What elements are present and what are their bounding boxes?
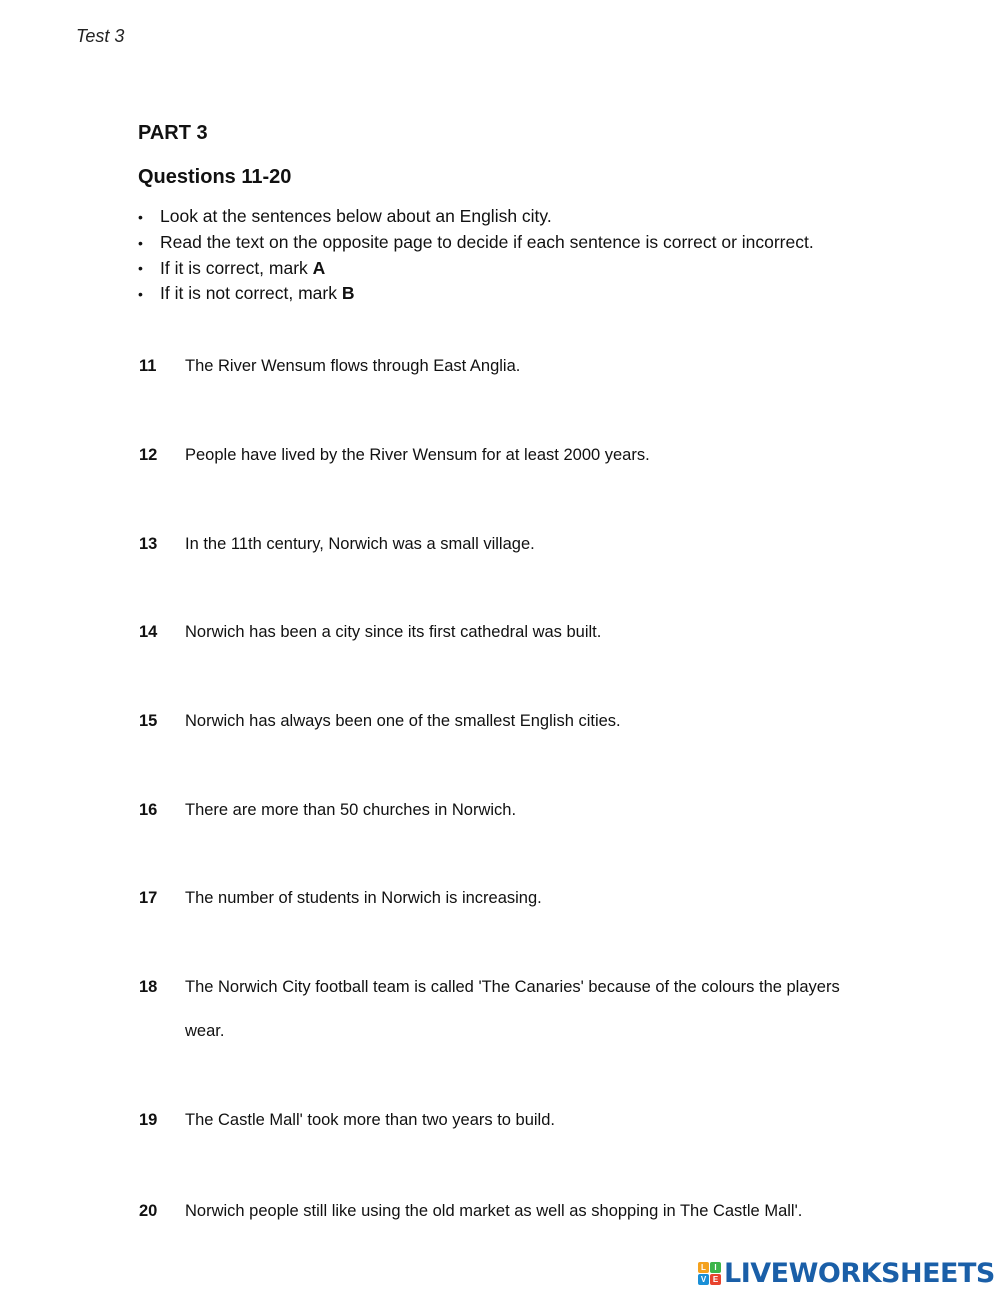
question-number: 15 [139, 712, 158, 730]
questions-title: Questions 11-20 [138, 166, 292, 188]
instruction-text: Read the text on the opposite page to decide if each sentence is correct or incorrect. [160, 232, 814, 253]
instructions-list [138, 204, 814, 307]
question-text: Norwich people still like using the old market as well as shopping in The Castle Mall'. [185, 1202, 803, 1220]
answer-letter-b: B [341, 283, 355, 304]
question-number: 19 [139, 1111, 158, 1129]
question-text: The Norwich City football team is called 'The Canaries' because of the colours the players [185, 978, 840, 996]
question-text: People have lived by the River Wensum for at least 2000 years. [185, 446, 650, 464]
question-item [139, 446, 650, 465]
answer-letter-a: A [312, 257, 326, 278]
part-title: PART 3 [138, 122, 208, 144]
liveworksheets-logo-icon [698, 1262, 721, 1285]
question-item [139, 712, 621, 731]
question-item [139, 978, 840, 1040]
logo-tile: L [698, 1262, 709, 1273]
logo-tile: I [710, 1262, 721, 1273]
bullet-icon: • [138, 234, 143, 251]
question-text: Norwich has always been one of the smallest English cities. [185, 712, 621, 730]
question-item [139, 889, 542, 908]
question-item [139, 801, 516, 820]
bullet-icon: • [138, 285, 143, 302]
question-text: In the 11th century, Norwich was a small village. [185, 535, 535, 553]
question-text: The River Wensum flows through East Anglia. [185, 357, 521, 375]
logo-tile: V [698, 1274, 709, 1285]
question-text: Norwich has been a city since its first cathedral was built. [185, 623, 602, 641]
brand-wordmark: LIVEWORKSHEETS [724, 1257, 995, 1289]
instruction-text: Look at the sentences below about an English city. [160, 206, 552, 227]
question-number: 13 [139, 535, 158, 553]
question-text: The number of students in Norwich is increasing. [185, 889, 542, 907]
instruction-item [138, 281, 814, 307]
instruction-item [138, 230, 814, 256]
question-number: 18 [139, 978, 158, 996]
question-number: 14 [139, 623, 158, 641]
question-item [139, 535, 535, 554]
instruction-item [138, 255, 814, 281]
question-number: 16 [139, 801, 158, 819]
question-item [139, 1202, 802, 1221]
instruction-item [138, 204, 814, 230]
question-number: 12 [139, 446, 158, 464]
question-number: 17 [139, 889, 158, 907]
bullet-icon: • [138, 208, 143, 225]
question-text: The Castle Mall' took more than two years to build. [185, 1111, 555, 1129]
logo-tile: E [710, 1274, 721, 1285]
instruction-text: If it is not correct, mark [160, 283, 342, 304]
question-item [139, 357, 520, 376]
question-text: There are more than 50 churches in Norwich. [185, 801, 517, 819]
instruction-text: If it is correct, mark [160, 257, 313, 278]
question-number: 20 [139, 1202, 158, 1220]
liveworksheets-brand [698, 1258, 995, 1288]
question-number: 11 [139, 357, 157, 375]
page-header-label: Test 3 [76, 26, 125, 46]
question-item [139, 623, 601, 642]
question-text-continuation: wear. [185, 1022, 225, 1040]
question-item [139, 1111, 555, 1130]
bullet-icon: • [138, 260, 143, 277]
